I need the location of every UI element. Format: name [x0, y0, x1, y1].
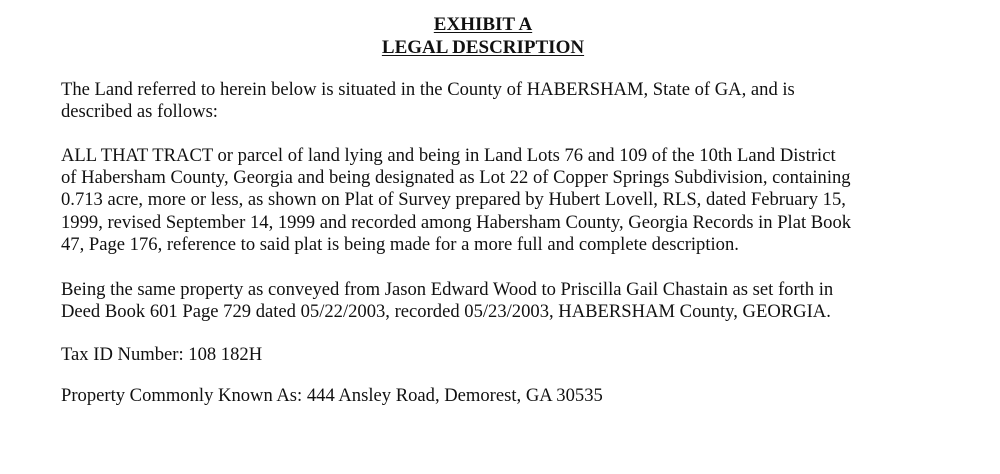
intro-paragraph [61, 79, 931, 123]
tract-line: 47, Page 176, reference to said plat is being made for a more full and complete description. [61, 233, 739, 255]
tract-line: 1999, revised September 14, 1999 and recorded among Habersham County, Georgia Records in Plat Book [61, 211, 852, 233]
legal-description-heading: LEGAL DESCRIPTION [381, 37, 585, 58]
property-address-line: Property Commonly Known As: 444 Ansley Road, Demorest, GA 30535 [61, 385, 603, 406]
conveyance-paragraph [61, 279, 931, 323]
tract-line: 0.713 acre, more or less, as shown on Plat of Survey prepared by Hubert Lovell, RLS, dated February 15, [61, 189, 846, 211]
conveyance-line: Being the same property as conveyed from Jason Edward Wood to Priscilla Gail Chastain as set forth in [61, 279, 834, 300]
intro-line: The Land referred to herein below is situated in the County of HABERSHAM, State of GA, and is [61, 79, 795, 100]
tract-paragraph [61, 145, 931, 256]
tract-line: of Habersham County, Georgia and being designated as Lot 22 of Copper Springs Subdivision, containing [61, 167, 851, 189]
intro-line: described as follows: [61, 101, 218, 123]
conveyance-line: Deed Book 601 Page 729 dated 05/22/2003, recorded 05/23/2003, HABERSHAM County, GEORGIA. [61, 301, 831, 323]
tract-line: ALL THAT TRACT or parcel of land lying and being in Land Lots 76 and 109 of the 10th Land District [61, 145, 836, 166]
tax-id-line: Tax ID Number: 108 182H [61, 344, 263, 365]
exhibit-title: EXHIBIT A [433, 14, 533, 35]
